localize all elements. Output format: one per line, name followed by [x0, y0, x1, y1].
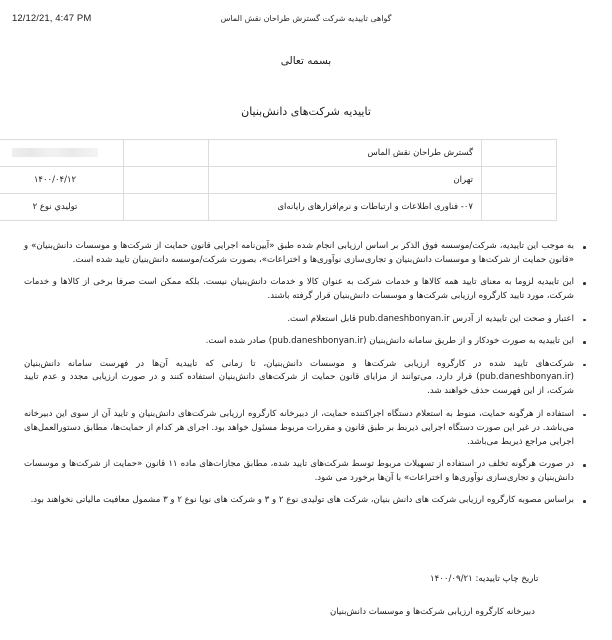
table-body: [0, 140, 557, 221]
row-right-cell-redacted: [0, 140, 124, 167]
row-value-cell: تهران: [209, 167, 482, 194]
list-item: در صورت هرگونه تخلف در استفاده از تسهیلات مربوط توسط شرکت‌های تایید شده، مطابق مجازات‌های ماده ۱۱ قانون «حمایت از شرکت‌ها و موسسات دانش‌بنیان و تجاری‌سازی نوآوری‌ها و اختراعات» با آن‌ها برخورد می شود.: [24, 458, 588, 486]
row-label-cell: [482, 140, 557, 167]
table-row: [0, 167, 557, 194]
print-document-name: گواهی تاییدیه شرکت گسترش طراحان نقش الماس: [220, 14, 392, 23]
list-item: براساس مصوبه کارگروه ارزیابی شرکت های دانش بنیان، شرکت های تولیدی نوع ۲ و ۳ و شرکت های نوپا نوع ۲ و ۳ مشمول معافیت مالیاتی نخواهند بود.: [24, 494, 588, 508]
invocation-text: بسمه تعالی: [280, 55, 332, 67]
print-header: [0, 13, 612, 27]
list-item: شرکت‌های تایید شده در کارگروه ارزیابی شرکت‌ها و موسسات دانش‌بنیان، تا زمانی که تاییدیه آن‌ها در فهرست سامانه دانش‌بنیان (pub.daneshbonyan.ir) قرار دارد، می‌توانند از مزایای قانون حمایت از شرکت‌های دانش‌بنیان استفاده کنند و در صورت ارزیابی مجدد و عدم تایید شرکت، از این فهرست حذف خواهند شد.: [24, 358, 588, 400]
row-middle-cell: [124, 140, 209, 167]
row-value-cell: گسترش طراحان نقش الماس: [209, 140, 482, 167]
company-info-table: [32, 139, 557, 221]
list-item: استفاده از هرگونه حمایت، منوط به استعلام دستگاه اجراکننده حمایت، از دبیرخانه کارگروه ارزیابی شرکت‌های دانش‌بنیان و تایید آن از سوی این دبیرخانه می‌باشد. در غیر این صورت دستگاه اجرایی ذیربط بر طبق قانون و مقررات مربوط مسئول خواهد بود. اجرای هر کدام از حمایت‌ها، مطابق دستورالعمل‌های اجرایی مراجع ذیربط می‌باشد.: [24, 408, 588, 450]
list-item: این تاییدیه لزوما به معنای تایید همه کالاها و خدمات شرکت به عنوان کالا و خدمات دانش‌بنیان نیست. بلکه ممکن است صرفا برخی از کالاها و خدمات شرکت، مورد تایید کارگروه ارزیابی شرکت‌ها و موسسات دانش‌بنیان قرار گرفته باشند.: [24, 276, 588, 304]
issuing-office: دبیرخانه کارگروه ارزیابی شرکت‌ها و موسسات دانش‌بنیان: [330, 607, 535, 617]
clause-list: [24, 240, 588, 508]
row-middle-cell: [124, 167, 209, 194]
table-row: [0, 194, 557, 221]
row-right-cell: ۱۴۰۰/۰۴/۱۲: [0, 167, 124, 194]
list-item: اعتبار و صحت این تاییدیه از آدرس pub.daneshbonyan.ir قابل استعلام است.: [24, 313, 588, 327]
print-timestamp: 12/12/21, 4:47 PM: [12, 13, 92, 24]
row-value-cell: ۰۷- فناوری اطلاعات و ارتباطات و نرم‌افزارهای رایانه‌ای: [209, 194, 482, 221]
clause-section: [24, 240, 588, 517]
row-middle-cell: [124, 194, 209, 221]
table-row: [0, 140, 557, 167]
list-item: این تاییدیه به صورت خودکار و از طریق سامانه دانش‌بنیان (pub.daneshbonyan.ir) صادر شده است.: [24, 335, 588, 349]
row-label-cell: [482, 167, 557, 194]
list-item: به موجب این تاییدیه، شرکت/موسسه فوق الذکر بر اساس ارزیابی انجام شده طبق «آیین‌نامه اجرایی قانون حمایت از شرکت‌ها و موسسات دانش‌بنیان» و «قانون حمایت از شرکت‌ها و موسسات دانش‌بنیان و تجاری‌سازی نوآوری‌ها و اختراعات»، بصورت شرکت/موسسه دانش‌بنیان تایید شده است.: [24, 240, 588, 268]
redacted-value: [12, 148, 98, 157]
page-title: تاییدیه شرکت‌های دانش‌بنیان: [241, 105, 371, 118]
print-date: تاریخ چاپ تاییدیه: ۱۴۰۰/۰۹/۲۱: [430, 574, 539, 584]
row-right-cell: تولیدي نوع ۲: [0, 194, 124, 221]
row-label-cell: [482, 194, 557, 221]
